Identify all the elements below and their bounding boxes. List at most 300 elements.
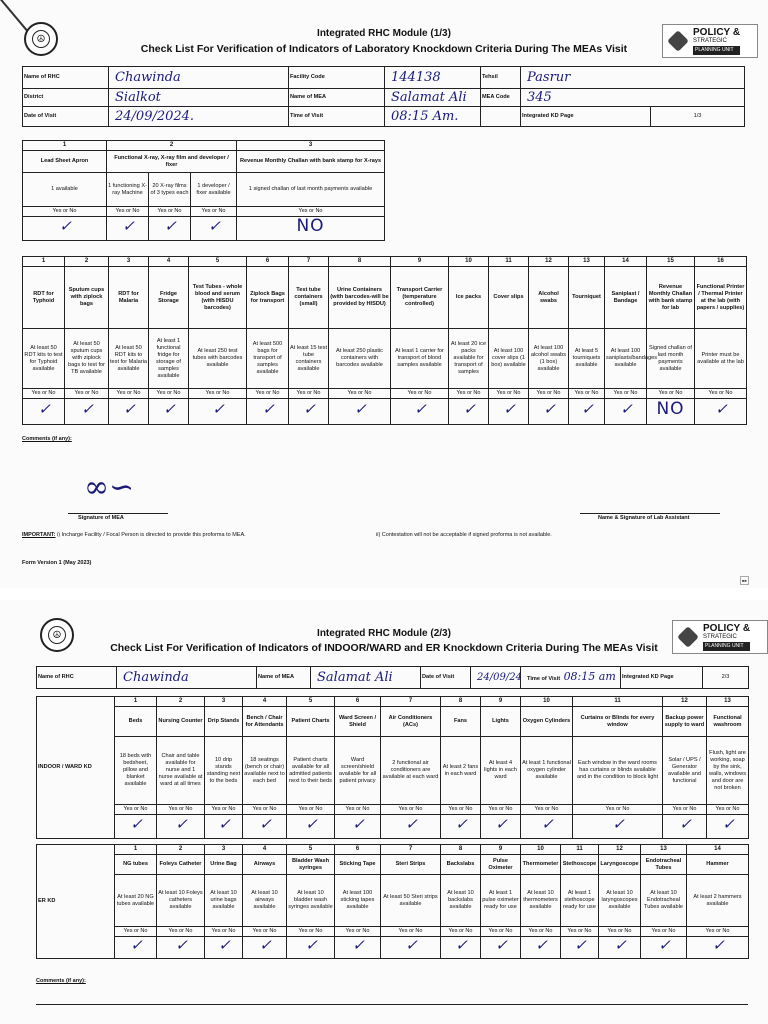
label-name-of-mea: Name of MEA — [257, 667, 311, 689]
criteria-cell: At least 10 airways available — [243, 875, 287, 927]
col-head: Functional washroom — [707, 707, 749, 737]
signature-mea-label: Signature of MEA — [78, 515, 124, 521]
check-mark: ✓ — [208, 217, 219, 235]
time-value: 08:15 am — [563, 669, 616, 683]
criteria-cell: At least 4 lights in each ward — [481, 737, 521, 805]
check-mark: ✓ — [163, 400, 174, 418]
mark-cell[interactable] — [191, 217, 237, 241]
col-num: 5 — [287, 697, 335, 707]
section-label: INDOOR / WARD KD — [37, 697, 115, 839]
mark-cell[interactable] — [189, 399, 247, 425]
yes-no-label: Yes or No — [157, 805, 205, 815]
criteria-cell: At least 1 functional fridge for storage of samples available — [149, 329, 189, 389]
mark-cell[interactable] — [335, 815, 381, 839]
col-head: Ziplock Bags for transport — [247, 267, 289, 329]
check-mark: ✓ — [122, 217, 133, 235]
value-tehsil[interactable]: Pasrur — [521, 67, 745, 89]
criteria-cell: At least 10 laryngoscopes available — [599, 875, 641, 927]
no-mark: NO — [296, 216, 325, 236]
label-name-of-rhc: Name of RHC — [23, 67, 109, 89]
label-name-of-rhc: Name of RHC — [37, 667, 117, 689]
col-head: Ward Screen / Shield — [335, 707, 381, 737]
criteria-cell: At least 15 test tube containers available — [289, 329, 329, 389]
mark-cell[interactable] — [381, 937, 441, 959]
mark-cell[interactable] — [157, 937, 205, 959]
mark-cell[interactable] — [441, 815, 481, 839]
col-num: 1 — [23, 141, 107, 151]
check-mark: ✓ — [175, 815, 186, 833]
mark-cell[interactable] — [149, 217, 191, 241]
yes-no-label: Yes or No — [237, 207, 385, 217]
check-mark: ✓ — [612, 815, 623, 833]
criteria-cell: 18 beds with bedsheet, pillow and blanket available — [115, 737, 157, 805]
check-mark: ✓ — [715, 400, 726, 418]
yes-no-label: Yes or No — [599, 927, 641, 937]
criteria-cell: 2 functional air conditioners are available at each ward — [381, 737, 441, 805]
check-mark: ✓ — [620, 400, 631, 418]
col-head: RDT for Malaria — [109, 267, 149, 329]
criteria-cell: 20 X-ray films of 3 types each — [149, 173, 191, 207]
logo-line-2: STRATEGIC — [703, 633, 737, 640]
mark-cell[interactable] — [481, 815, 521, 839]
criteria-cell: 18 seatings (bench or chair) available next to each bed — [243, 737, 287, 805]
mark-cell[interactable] — [521, 937, 561, 959]
check-mark: ✓ — [495, 815, 506, 833]
yes-no-label: Yes or No — [391, 389, 449, 399]
col-num: 13 — [569, 257, 605, 267]
yes-no-label: Yes or No — [449, 389, 489, 399]
value-kd-page: 2/3 — [703, 667, 749, 689]
mark-cell[interactable] — [237, 217, 385, 241]
criteria-cell: Ward screen/shield available for all patient privacy — [335, 737, 381, 805]
col-num: 8 — [441, 845, 481, 855]
col-num: 2 — [107, 141, 237, 151]
lab-table — [22, 256, 747, 425]
yes-no-label: Yes or No — [573, 805, 663, 815]
criteria-cell: At least 500 bags for transport of samples available — [247, 329, 289, 389]
check-mark: ✓ — [130, 936, 141, 954]
mark-cell[interactable] — [107, 217, 149, 241]
page-title: Integrated RHC Module (1/3) — [317, 28, 451, 39]
col-num: 9 — [481, 845, 521, 855]
value-time-of-visit[interactable]: 08:15 Am. — [385, 107, 481, 127]
criteria-cell: Each window in the ward rooms has curtains or blinds available and in the condition to block light — [573, 737, 663, 805]
criteria-cell: At least 2 fans in each ward — [441, 737, 481, 805]
value-kd-page: 1/3 — [651, 107, 745, 127]
check-mark: ✓ — [541, 815, 552, 833]
criteria-cell: Flush, light are working, soap by the sink, walls, windows and door are not broken — [707, 737, 749, 805]
check-mark: ✓ — [59, 217, 70, 235]
label-name-of-mea: Name of MEA — [289, 89, 385, 107]
criteria-cell: At least 1 stethoscope ready for use — [561, 875, 599, 927]
col-head: Laryngoscope — [599, 855, 641, 875]
value-name-of-rhc[interactable]: Chawinda — [117, 667, 257, 689]
yes-no-label: Yes or No — [335, 927, 381, 937]
col-num: 5 — [189, 257, 247, 267]
mark-cell[interactable] — [449, 399, 489, 425]
col-head: Lights — [481, 707, 521, 737]
mea-signature-scrawl: ∞∽ — [84, 470, 135, 505]
signature-lab-label: Name & Signature of Lab Assistant — [598, 515, 690, 521]
check-mark: ✓ — [259, 815, 270, 833]
yes-no-label: Yes or No — [149, 207, 191, 217]
col-head: Fridge Storage — [149, 267, 189, 329]
yes-no-label: Yes or No — [441, 805, 481, 815]
criteria-cell: At least 100 saniplasts/bandages available — [605, 329, 647, 389]
col-num: 6 — [335, 845, 381, 855]
check-mark: ✓ — [352, 815, 363, 833]
value-name-of-mea[interactable]: Salamat Ali — [311, 667, 421, 689]
col-num: 11 — [573, 697, 663, 707]
value-date-of-visit[interactable]: 24/09/24 — [471, 667, 521, 689]
mark-cell[interactable] — [243, 937, 287, 959]
check-mark: ✓ — [614, 936, 625, 954]
col-num: 5 — [287, 845, 335, 855]
mark-cell[interactable] — [599, 937, 641, 959]
mark-cell[interactable] — [569, 399, 605, 425]
col-num: 1 — [115, 697, 157, 707]
value-name-of-rhc[interactable]: Chawinda — [109, 67, 289, 89]
criteria-cell: At least 10 bladder wash syringes available — [287, 875, 335, 927]
col-head: Nursing Counter — [157, 707, 205, 737]
important-note — [22, 532, 246, 538]
check-mark: ✓ — [164, 217, 175, 235]
col-head: Patient Charts — [287, 707, 335, 737]
yes-no-label: Yes or No — [489, 389, 529, 399]
label-tehsil: Tehsil — [481, 67, 521, 89]
mark-cell[interactable] — [489, 399, 529, 425]
col-head: Steri Strips — [381, 855, 441, 875]
check-mark: ✓ — [218, 815, 229, 833]
page-subtitle: Check List For Verification of Indicators of Laboratory Knockdown Criteria During The MEAs Visit — [140, 43, 628, 55]
check-mark: ✓ — [305, 936, 316, 954]
yes-no-label: Yes or No — [243, 927, 287, 937]
yes-no-label: Yes or No — [205, 927, 243, 937]
check-mark: ✓ — [405, 815, 416, 833]
check-mark: ✓ — [712, 936, 723, 954]
criteria-cell: At least 50 RDT kits to test for Malaria available — [109, 329, 149, 389]
col-head: Endotracheal Tubes — [641, 855, 687, 875]
col-num: 2 — [65, 257, 109, 267]
col-num: 2 — [157, 697, 205, 707]
col-head: Lead Sheet Apron — [23, 151, 107, 173]
mark-cell[interactable] — [287, 815, 335, 839]
mark-cell[interactable] — [205, 937, 243, 959]
value-mea-code[interactable]: 345 — [521, 89, 745, 107]
page-gap — [0, 588, 768, 600]
yes-no-label: Yes or No — [243, 805, 287, 815]
yes-no-label: Yes or No — [529, 389, 569, 399]
mark-cell[interactable] — [441, 937, 481, 959]
col-num: 4 — [149, 257, 189, 267]
col-head: Sputum cups with ziplock bags — [65, 267, 109, 329]
col-num: 13 — [641, 845, 687, 855]
col-num: 12 — [663, 697, 707, 707]
col-head: Urine Containers (with barcodes-will be provided by HISDU) — [329, 267, 391, 329]
check-mark: ✓ — [658, 936, 669, 954]
yes-no-label: Yes or No — [561, 927, 599, 937]
criteria-cell: At least 5 tourniquets available — [569, 329, 605, 389]
criteria-cell: At least 1 carrier for transport of blood samples available — [391, 329, 449, 389]
mark-cell[interactable] — [329, 399, 391, 425]
yes-no-label: Yes or No — [481, 805, 521, 815]
criteria-cell: 1 functioning X-ray Machine — [107, 173, 149, 207]
mark-cell[interactable] — [663, 815, 707, 839]
yes-no-label: Yes or No — [23, 207, 107, 217]
mark-cell[interactable] — [605, 399, 647, 425]
logo-line-1: POLICY & — [693, 26, 741, 38]
col-head: Functional X-ray, X-ray film and developer / fixer — [107, 151, 237, 173]
col-num: 2 — [157, 845, 205, 855]
mark-cell[interactable] — [381, 815, 441, 839]
mark-cell[interactable] — [707, 815, 749, 839]
label-facility-code: Facility Code — [289, 67, 385, 89]
col-head: Stethoscope — [561, 855, 599, 875]
criteria-cell: Signed challan of last month payments available — [647, 329, 695, 389]
check-mark: ✓ — [303, 400, 314, 418]
col-head: Air Conditioners (ACs) — [381, 707, 441, 737]
check-mark: ✓ — [463, 400, 474, 418]
value-time-of-visit[interactable] — [521, 667, 621, 689]
check-mark: ✓ — [455, 936, 466, 954]
criteria-cell: 1 available — [23, 173, 107, 207]
col-head: Backslabs — [441, 855, 481, 875]
criteria-cell: At least 100 sticking tapes available — [335, 875, 381, 927]
col-head: Functional Printer / Thermal Printer at the lab (with papers / supplies) — [695, 267, 747, 329]
important-text: i) Incharge Facility / Focal Person is directed to provide this proforma to MEA. — [57, 532, 246, 538]
label-time-of-visit: Time of Visit — [527, 675, 561, 682]
col-num: 11 — [489, 257, 529, 267]
yes-no-label: Yes or No — [287, 805, 335, 815]
criteria-cell: At least 50 RDT kits to test for Typhoid available — [23, 329, 65, 389]
label-time-of-visit: Time of Visit — [289, 107, 385, 127]
label-date-of-visit: Date of Visit — [421, 667, 471, 689]
mark-cell[interactable] — [529, 399, 569, 425]
check-mark: ✓ — [503, 400, 514, 418]
check-mark: ✓ — [81, 400, 92, 418]
mark-cell[interactable] — [109, 399, 149, 425]
col-head: Airways — [243, 855, 287, 875]
col-num: 3 — [109, 257, 149, 267]
criteria-cell: 1 signed challan of last month payments available — [237, 173, 385, 207]
mark-cell[interactable] — [391, 399, 449, 425]
yes-no-label: Yes or No — [441, 927, 481, 937]
col-num: 7 — [381, 845, 441, 855]
logo-line-3: PLANNING UNIT — [693, 46, 740, 55]
check-mark: ✓ — [354, 400, 365, 418]
yes-no-label: Yes or No — [381, 805, 441, 815]
yes-no-label: Yes or No — [289, 389, 329, 399]
criteria-cell: 10 drip stands standing next to the beds — [205, 737, 243, 805]
mark-cell[interactable] — [157, 815, 205, 839]
punjab-emblem-icon: ☮ — [40, 618, 74, 652]
mark-cell[interactable] — [115, 937, 157, 959]
col-num: 1 — [23, 257, 65, 267]
criteria-cell: At least 10 backslabs available — [441, 875, 481, 927]
mark-cell[interactable] — [687, 937, 749, 959]
logo-line-3: PLANNING UNIT — [703, 642, 750, 651]
ward-table — [36, 696, 749, 839]
col-head: Backup power supply to ward — [663, 707, 707, 737]
er-table — [36, 844, 749, 959]
check-mark: ✓ — [123, 400, 134, 418]
check-mark: ✓ — [259, 936, 270, 954]
check-mark: ✓ — [305, 815, 316, 833]
criteria-cell: At least 1 pulse oximeter ready for use — [481, 875, 521, 927]
yes-no-label: Yes or No — [695, 389, 747, 399]
col-head: Beds — [115, 707, 157, 737]
mark-cell[interactable] — [243, 815, 287, 839]
check-mark: ✓ — [581, 400, 592, 418]
col-head: Sticking Tape — [335, 855, 381, 875]
criteria-cell: At least 10 Foleys catheters available — [157, 875, 205, 927]
comments-label: Comments (if any): — [22, 436, 72, 442]
col-head: Bladder Wash syringes — [287, 855, 335, 875]
yes-no-label: Yes or No — [521, 927, 561, 937]
check-mark: ✓ — [722, 815, 733, 833]
check-mark: ✓ — [543, 400, 554, 418]
check-mark: ✓ — [130, 815, 141, 833]
col-num: 9 — [481, 697, 521, 707]
mark-cell[interactable] — [115, 815, 157, 839]
col-head: Hammer — [687, 855, 749, 875]
col-head: Drip Stands — [205, 707, 243, 737]
check-mark: ✓ — [352, 936, 363, 954]
criteria-cell: At least 2 hammers available — [687, 875, 749, 927]
mark-cell[interactable] — [23, 399, 65, 425]
col-head: NG tubes — [115, 855, 157, 875]
col-num: 3 — [205, 845, 243, 855]
form-version: Form Version 1 (May 2023) — [22, 560, 92, 566]
col-num: 11 — [561, 845, 599, 855]
check-mark: ✓ — [495, 936, 506, 954]
label-date-of-visit: Date of Visit — [23, 107, 109, 127]
yes-no-label: Yes or No — [189, 389, 247, 399]
col-head: Curtains or Blinds for every window — [573, 707, 663, 737]
col-num: 16 — [695, 257, 747, 267]
yes-no-label: Yes or No — [335, 805, 381, 815]
punjab-emblem-icon: ☮ — [24, 22, 58, 56]
check-mark: ✓ — [574, 936, 585, 954]
yes-no-label: Yes or No — [205, 805, 243, 815]
check-mark: ✓ — [262, 400, 273, 418]
mark-cell[interactable] — [561, 937, 599, 959]
check-mark: ✓ — [414, 400, 425, 418]
mark-cell[interactable] — [287, 937, 335, 959]
col-num: 3 — [205, 697, 243, 707]
col-num: 15 — [647, 257, 695, 267]
yes-no-label: Yes or No — [663, 805, 707, 815]
mark-cell[interactable] — [149, 399, 189, 425]
mark-cell[interactable] — [481, 937, 521, 959]
mark-cell[interactable] — [23, 217, 107, 241]
value-name-of-mea[interactable]: Salamat Ali — [385, 89, 481, 107]
col-head: Pulse Oximeter — [481, 855, 521, 875]
check-mark: ✓ — [175, 936, 186, 954]
mark-cell[interactable] — [647, 399, 695, 425]
yes-no-label: Yes or No — [329, 389, 391, 399]
mark-cell[interactable] — [695, 399, 747, 425]
yes-no-label: Yes or No — [707, 805, 749, 815]
col-head: Test Tubes - whole blood and serum (with HISDU barcodes) — [189, 267, 247, 329]
yes-no-label: Yes or No — [521, 805, 573, 815]
col-head: Revenue Monthly Challan with bank stamp for X-rays — [237, 151, 385, 173]
logo-line-2: STRATEGIC — [693, 37, 727, 44]
check-mark: ✓ — [218, 936, 229, 954]
page-title: Integrated RHC Module (2/3) — [317, 628, 451, 639]
criteria-cell: At least 1 functional oxygen cylinder available — [521, 737, 573, 805]
yes-no-label: Yes or No — [107, 207, 149, 217]
check-mark: ✓ — [455, 815, 466, 833]
mark-cell[interactable] — [65, 399, 109, 425]
mark-cell[interactable] — [205, 815, 243, 839]
logo-line-1: POLICY & — [703, 622, 751, 634]
yes-no-label: Yes or No — [65, 389, 109, 399]
criteria-cell: At least 250 plastic containers with barcodes available — [329, 329, 391, 389]
check-mark: ✓ — [405, 936, 416, 954]
col-num: 12 — [529, 257, 569, 267]
yes-no-label: Yes or No — [23, 389, 65, 399]
value-facility-code[interactable]: 144138 — [385, 67, 481, 89]
yes-no-label: Yes or No — [247, 389, 289, 399]
yes-no-label: Yes or No — [157, 927, 205, 937]
yes-no-label: Yes or No — [287, 927, 335, 937]
criteria-cell: At least 50 Steri strips available — [381, 875, 441, 927]
criteria-cell: At least 20 NG tubes available — [115, 875, 157, 927]
no-mark: NO — [656, 399, 685, 419]
mark-cell[interactable] — [335, 937, 381, 959]
col-head: Ice packs — [449, 267, 489, 329]
col-num: 8 — [329, 257, 391, 267]
col-head: Urine Bag — [205, 855, 243, 875]
yes-no-label: Yes or No — [115, 805, 157, 815]
check-mark: ✓ — [679, 815, 690, 833]
criteria-cell: At least 10 Endotracheal Tubes available — [641, 875, 687, 927]
check-mark: ✓ — [212, 400, 223, 418]
signature-line — [68, 513, 168, 514]
criteria-cell: At least 10 thermometers available — [521, 875, 561, 927]
value-district[interactable]: Sialkot — [109, 89, 289, 107]
col-head: Alcohol swabs — [529, 267, 569, 329]
mark-cell[interactable] — [289, 399, 329, 425]
mark-cell[interactable] — [247, 399, 289, 425]
mark-cell[interactable] — [641, 937, 687, 959]
col-head: Saniplast / Bandage — [605, 267, 647, 329]
col-head: Transport Carrier (temperature controlled) — [391, 267, 449, 329]
label-kd-page: Integrated KD Page — [621, 667, 703, 689]
important-label: IMPORTANT: — [22, 532, 56, 538]
col-num: 9 — [391, 257, 449, 267]
section-label: ER KD — [37, 845, 115, 959]
comments-line — [36, 1004, 748, 1005]
col-num: 14 — [605, 257, 647, 267]
col-num: 6 — [247, 257, 289, 267]
criteria-cell: At least 100 cover slips (1 box) available — [489, 329, 529, 389]
yes-no-label: Yes or No — [381, 927, 441, 937]
mark-cell[interactable] — [521, 815, 573, 839]
col-num: 7 — [381, 697, 441, 707]
page-subtitle: Check List For Verification of Indicators of INDOOR/WARD and ER Knockdown Criteria During The MEAs Visit — [110, 642, 658, 654]
col-num: 8 — [441, 697, 481, 707]
criteria-cell: Solar / UPS / Generator available and functional — [663, 737, 707, 805]
comments-label: Comments (if any): — [36, 978, 86, 984]
criteria-cell: Chair and table available for nurse and 1 nurse available at ward at all times — [157, 737, 205, 805]
col-num: 10 — [521, 845, 561, 855]
value-date-of-visit[interactable]: 24/09/2024. — [109, 107, 289, 127]
criteria-cell: At least 250 test tubes with barcodes available — [189, 329, 247, 389]
yes-no-label: Yes or No — [687, 927, 749, 937]
mark-cell[interactable] — [573, 815, 663, 839]
